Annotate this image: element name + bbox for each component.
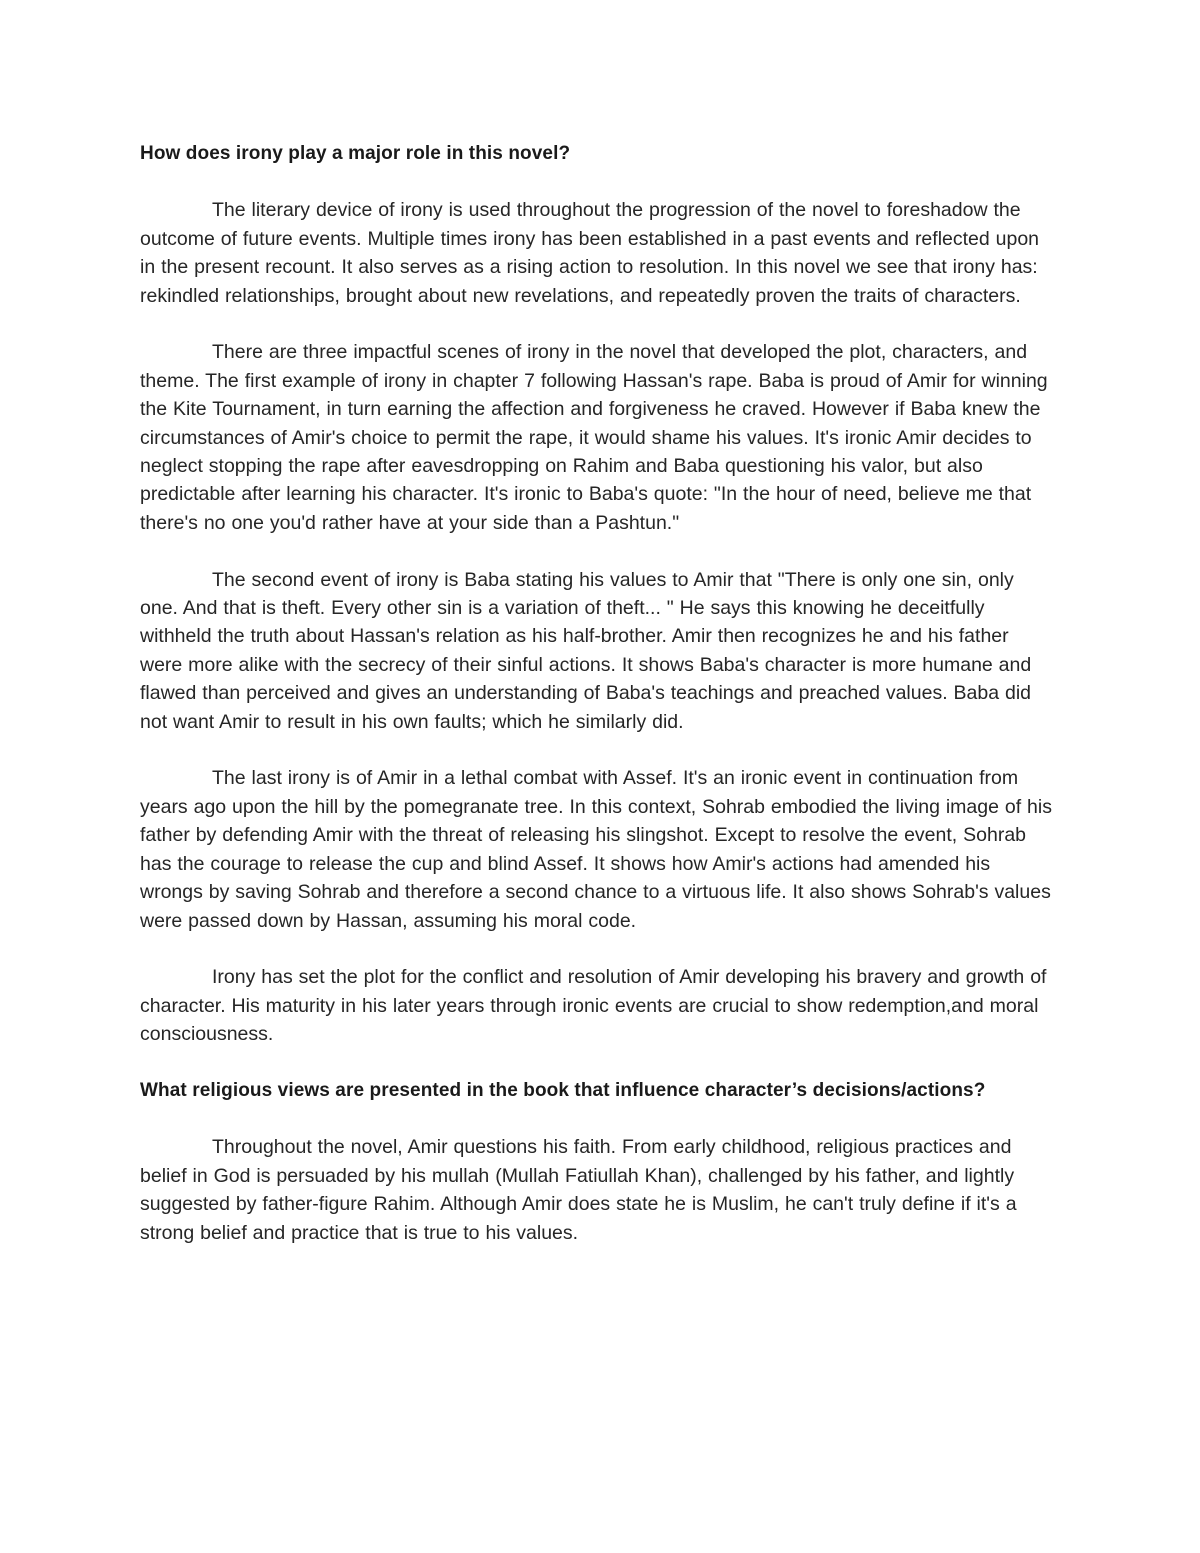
paragraph-irony-first-example: There are three impactful scenes of irony in the novel that developed the plot, characters, and theme. The first example of irony in chapter 7 following Hassan's rape. Baba is proud of Amir for winning the Kite Tournament, in turn earning the affection and forgiveness he craved. However if Baba knew the circumstances of Amir's choice to permit the rape, it would shame his values. It's ironic Amir decides to neglect stopping the rape after eavesdropping on Rahim and Baba questioning his valor, but also predictable after learning his character. It's ironic to Baba's quote: "In the hour of need, believe me that there's no one you'd rather have at your side than a Pashtun." <box>140 341 1048 534</box>
paragraph-irony-intro: The literary device of irony is used throughout the progression of the novel to foreshadow the outcome of future events. Multiple times irony has been established in a past events and reflected upon in the present recount. It also serves as a rising action to resolution. In this novel we see that irony has: rekindled relationships, brought about new revelations, and repeatedly proven the traits of characters. <box>140 199 1040 307</box>
document-page <box>140 140 1055 1275</box>
paragraph-religion-intro: Throughout the novel, Amir questions his faith. From early childhood, religious practices and belief in God is persuaded by his mullah (Mullah Fatiullah Khan), challenged by his father, and lightly suggested by father-figure Rahim. Although Amir does state he is Muslim, he can't truly define if it's a strong belief and practice that is true to his values. <box>140 1136 1017 1244</box>
paragraph-irony-third-example: The last irony is of Amir in a lethal combat with Assef. It's an ironic event in continuation from years ago upon the hill by the pomegranate tree. In this context, Sohrab embodied the living image of his father by defending Amir with the threat of releasing his slingshot. Except to resolve the event, Sohrab has the courage to release the cup and blind Assef. It shows how Amir's actions had amended his wrongs by saving Sohrab and therefore a second chance to a virtuous life. It also shows Sohrab's values were passed down by Hassan, assuming his moral code. <box>140 767 1052 932</box>
section-heading-irony: How does irony play a major role in this novel? <box>140 143 571 164</box>
paragraph-irony-conclusion: Irony has set the plot for the conflict and resolution of Amir developing his bravery and growth of character. His maturity in his later years through ironic events are crucial to show redemption,and moral consciousness. <box>140 966 1047 1046</box>
section-heading-religion: What religious views are presented in the book that influence character’s decisions/actions? <box>140 1079 986 1101</box>
paragraph-irony-second-example: The second event of irony is Baba stating his values to Amir that "There is only one sin, only one. And that is theft. Every other sin is a variation of theft... " He says this knowing he deceitfully withheld the truth about Hassan's relation as his half-brother. Amir then recognizes he and his father were more alike with the secrecy of their sinful actions. It shows Baba's character is more humane and flawed than perceived and gives an understanding of Baba's teachings and preached values. Baba did not want Amir to result in his own faults; which he similarly did. <box>140 568 1032 733</box>
